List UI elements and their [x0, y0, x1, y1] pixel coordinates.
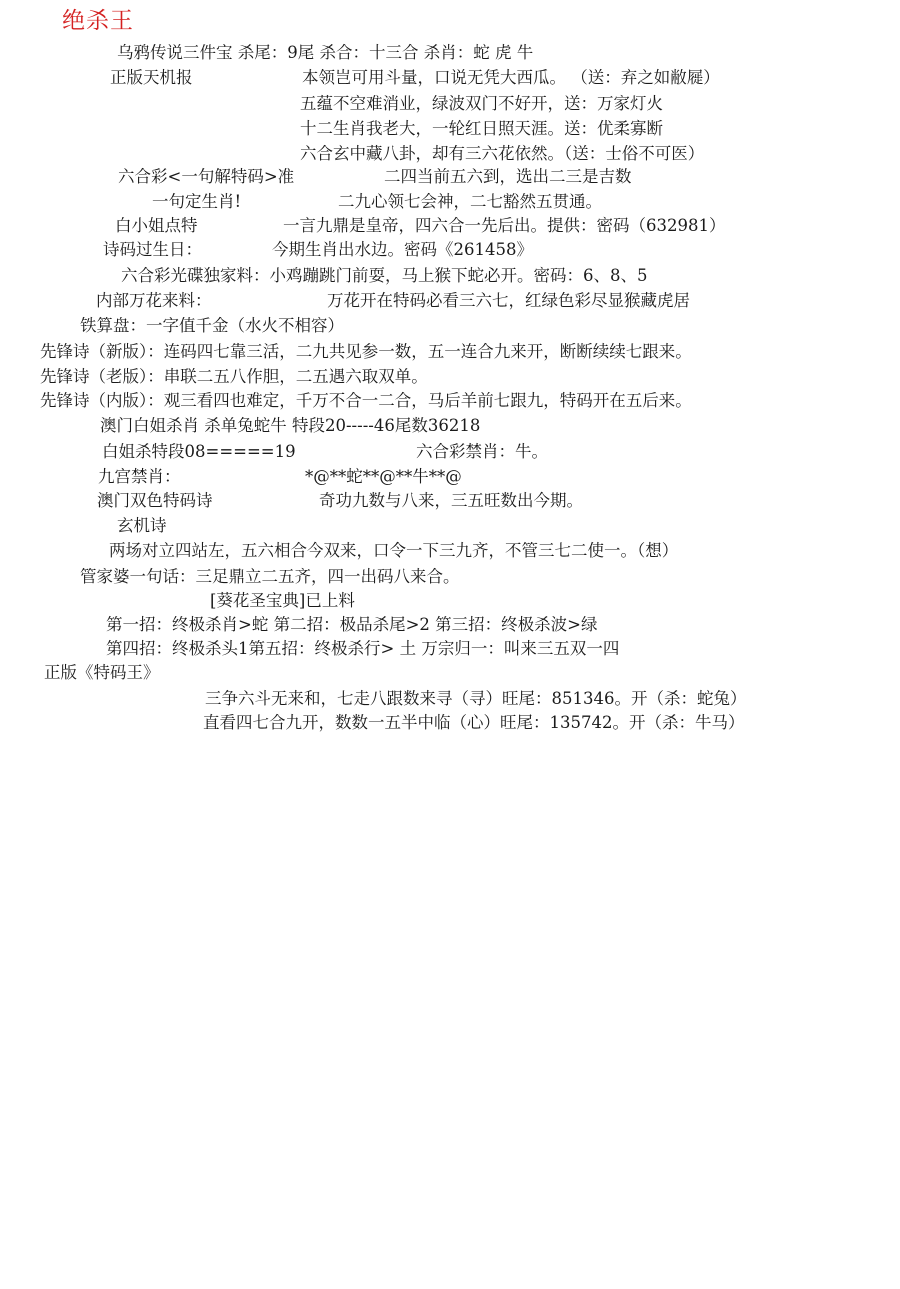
line-mystic-poem-title: 玄机诗 [117, 516, 167, 535]
line-tema-wang-1: 三争六斗无来和，七走八跟数来寻（寻）旺尾：851346。开（杀：蛇兔） [205, 689, 747, 708]
line-tianji-text: 本领岂可用斗量，口说无凭大西瓜。 （送：弃之如敝屣） [302, 68, 720, 87]
line-baixiaojie-label: 白小姐点特 [115, 216, 198, 235]
line-crow-legend: 乌鸦传说三件宝 杀尾：9尾 杀合：十三合 杀肖：蛇 虎 牛 [117, 43, 534, 62]
line-macau-color-text: 奇功九数与八来，三五旺数出今期。 [319, 491, 583, 510]
line-macau-baijie: 澳门白姐杀肖 杀单兔蛇牛 特段20-----46尾数36218 [100, 416, 481, 435]
line-mystic-poem: 两场对立四站左，五六相合今双来，口令一下三九齐，不管三七二使一。（想） [109, 541, 679, 560]
line-kuihua-title: [葵花圣宝典]已上料 [210, 591, 355, 610]
line-zodiac-text: 二九心领七会神，二七豁然五贯通。 [338, 192, 602, 211]
line-pioneer-old: 先锋诗（老版）：串联二五八作胆，二五遇六取双单。 [40, 367, 428, 386]
line-macau-color-label: 澳门双色特码诗 [97, 491, 213, 510]
line-nine-palace-text: *@**蛇**@**牛**@ [305, 467, 462, 486]
line-pioneer-new: 先锋诗（新版）：连码四七靠三活，二九共见参一数，五一连合九来开，断断续续七跟来。 [40, 342, 692, 361]
line-forbidden-zodiac: 六合彩禁肖：牛。 [416, 442, 548, 461]
line-poem-birthday-text: 今期生肖出水边。密码《261458》 [272, 240, 533, 259]
line-baixiaojie-text: 一言九鼎是皇帝，四六合一先后出。提供：密码（632981） [283, 216, 726, 235]
line-abacus: 铁算盘：一字值千金（水火不相容） [80, 316, 344, 335]
line-nine-palace-label: 九宫禁肖： [98, 467, 181, 486]
line-pioneer-inner: 先锋诗（内版）：观三看四也难定，千万不合一二合，马后羊前七跟九，特码开在五后来。 [40, 391, 692, 410]
line-zodiac-label: 一句定生肖! [152, 192, 242, 211]
line-disc-exclusive: 六合彩光碟独家料：小鸡蹦跳门前耍，马上猴下蛇必开。密码：6、8、5 [121, 266, 648, 285]
line-tianji-2: 五蕴不空难消业，绿波双门不好开，送：万家灯火 [300, 94, 663, 113]
line-move-1-3: 第一招：终极杀肖>蛇 第二招：极品杀尾>2 第三招：终极杀波>绿 [106, 615, 598, 634]
page-title: 绝杀王 [62, 8, 134, 34]
line-tianji-label: 正版天机报 [110, 68, 193, 87]
line-one-sentence-text: 二四当前五六到，选出二三是吉数 [384, 167, 632, 186]
line-wanhua-label: 内部万花来料： [96, 291, 212, 310]
line-tema-wang-title: 正版《特码王》 [44, 663, 160, 682]
line-baijie-segment: 白姐杀特段08=====19 [102, 442, 296, 461]
line-poem-birthday-label: 诗码过生日： [103, 240, 202, 259]
line-wanhua-text: 万花开在特码必看三六七，红绿色彩尽显猴藏虎居 [327, 291, 690, 310]
line-tema-wang-2: 直看四七合九开，数数一五半中临（心）旺尾：135742。开（杀：牛马） [203, 713, 745, 732]
line-tianji-4: 六合玄中藏八卦，却有三六花依然。（送：士俗不可医） [300, 144, 705, 163]
line-housekeeper: 管家婆一句话：三足鼎立二五齐，四一出码八来合。 [80, 567, 460, 586]
line-one-sentence-label: 六合彩<一句解特码>准 [118, 167, 295, 186]
line-tianji-3: 十二生肖我老大，一轮红日照天涯。送：优柔寡断 [300, 119, 663, 138]
line-move-4-5: 第四招：终极杀头1第五招：终极杀行> 土 万宗归一：叫来三五双一四 [106, 639, 620, 658]
